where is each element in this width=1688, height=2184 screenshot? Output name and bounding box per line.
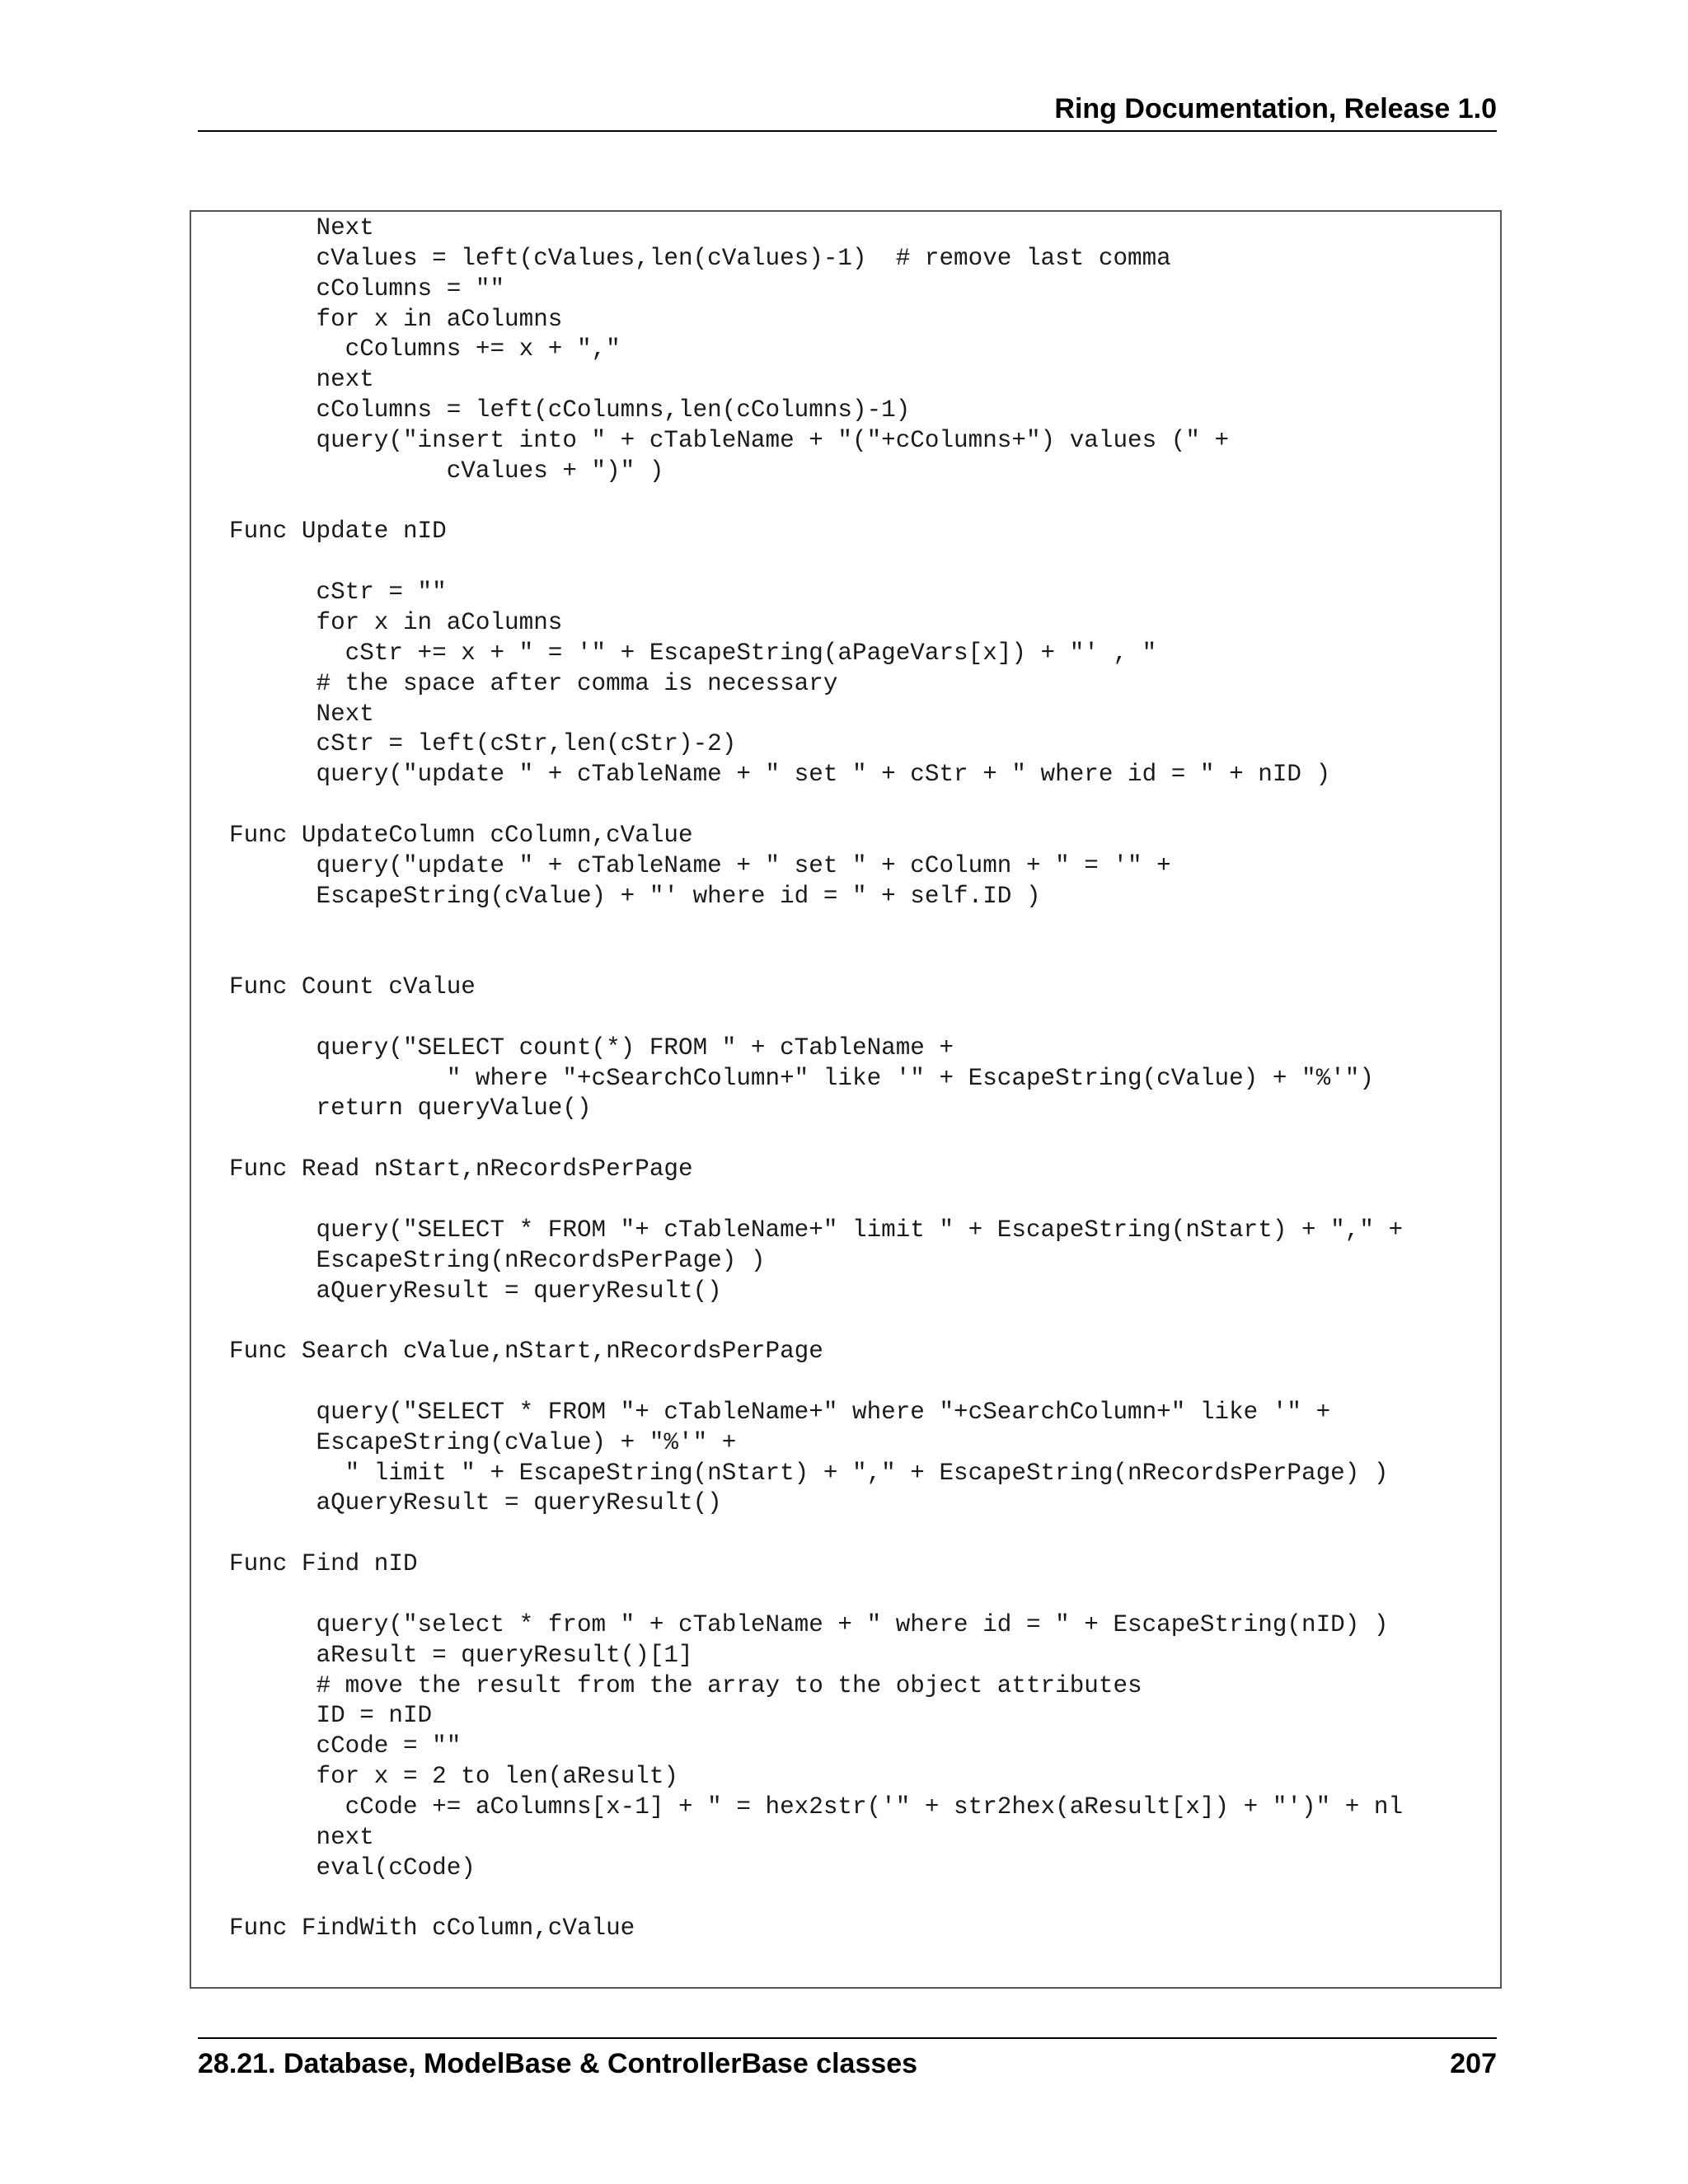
code-line: query("SELECT count(*) FROM " + cTableName +: [229, 1033, 954, 1062]
code-line: [229, 912, 1403, 942]
code-line: [229, 942, 1403, 972]
page-header: [198, 91, 1497, 132]
code-line: [229, 1580, 1403, 1610]
code-line: cStr = "": [229, 579, 447, 607]
code-line: [229, 547, 1403, 578]
code-line: aResult = queryResult()[1]: [229, 1641, 693, 1669]
code-line: # the space after comma is necessary: [229, 669, 838, 697]
code-line: for x in aColumns: [229, 305, 563, 333]
code-line: [229, 1519, 1403, 1549]
code-line: cStr = left(cStr,len(cStr)-2): [229, 730, 737, 758]
code-line: Func Update nID: [229, 518, 447, 546]
code-line: [229, 487, 1403, 518]
code-line: query("SELECT * FROM "+ cTableName+" where "+cSearchColumn+" like '" +: [229, 1398, 1331, 1426]
code-line: " limit " + EscapeString(nStart) + "," + EscapeString(nRecordsPerPage) ): [229, 1459, 1389, 1487]
code-line: Next: [229, 214, 374, 241]
page-number: 207: [1450, 2048, 1497, 2079]
code-line: cValues = left(cValues,len(cValues)-1) # remove last comma: [229, 244, 1171, 272]
code-line: [229, 1003, 1403, 1033]
code-line: [229, 1306, 1403, 1337]
code-line: Func Search cValue,nStart,nRecordsPerPage: [229, 1338, 823, 1366]
code-line: EscapeString(nRecordsPerPage) ): [229, 1246, 766, 1274]
code-line: [229, 1185, 1403, 1216]
code-line: EscapeString(cValue) + "%'" +: [229, 1428, 737, 1456]
code-line: Next: [229, 700, 374, 728]
code-line: cCode = "": [229, 1732, 462, 1760]
document-title: Ring Documentation, Release 1.0: [1054, 93, 1497, 124]
code-line: cCode += aColumns[x-1] + " = hex2str('" + str2hex(aResult[x]) + "')" + nl: [229, 1793, 1404, 1821]
code-line: cValues + ")" ): [229, 457, 664, 485]
code-line: [229, 1124, 1403, 1155]
code-line: query("select * from " + cTableName + " where id = " + EscapeString(nID) ): [229, 1610, 1389, 1638]
code-line: [229, 790, 1403, 821]
code-line: Func FindWith cColumn,cValue: [229, 1915, 635, 1943]
code-line: next: [229, 1823, 374, 1851]
code-block: [190, 210, 1502, 1989]
code-line: Func Read nStart,nRecordsPerPage: [229, 1155, 693, 1183]
code-line: for x in aColumns: [229, 608, 563, 636]
code-line: next: [229, 366, 374, 394]
page-footer: [198, 2037, 1497, 2079]
code-line: Func Count cValue: [229, 973, 476, 1001]
code-line: aQueryResult = queryResult(): [229, 1489, 722, 1517]
code-line: cColumns += x + ",": [229, 335, 621, 363]
code-line: query("update " + cTableName + " set " + cColumn + " = '" +: [229, 851, 1171, 879]
code-line: ID = nID: [229, 1702, 433, 1730]
code-line: Func Find nID: [229, 1550, 418, 1578]
code-listing: [229, 213, 1403, 1944]
code-line: " where "+cSearchColumn+" like '" + EscapeString(cValue) + "%'"): [229, 1064, 1374, 1092]
code-line: cStr += x + " = '" + EscapeString(aPageVars[x]) + "' , ": [229, 639, 1157, 667]
code-line: [229, 1883, 1403, 1914]
code-line: for x = 2 to len(aResult): [229, 1763, 679, 1791]
code-line: eval(cCode): [229, 1854, 476, 1882]
code-line: aQueryResult = queryResult(): [229, 1277, 722, 1305]
code-line: query("SELECT * FROM "+ cTableName+" limit " + EscapeString(nStart) + "," +: [229, 1216, 1404, 1244]
code-line: query("update " + cTableName + " set " + cStr + " where id = " + nID ): [229, 761, 1331, 789]
code-line: return queryValue(): [229, 1094, 592, 1122]
code-line: cColumns = left(cColumns,len(cColumns)-1): [229, 396, 911, 424]
section-title: 28.21. Database, ModelBase & ControllerBase classes: [198, 2048, 918, 2079]
code-line: Func UpdateColumn cColumn,cValue: [229, 821, 693, 849]
code-line: [229, 1367, 1403, 1398]
code-line: # move the result from the array to the object attributes: [229, 1671, 1142, 1699]
code-line: query("insert into " + cTableName + "("+cColumns+") values (" +: [229, 426, 1230, 454]
code-line: EscapeString(cValue) + "' where id = " + self.ID ): [229, 882, 1041, 910]
code-line: cColumns = "": [229, 274, 505, 302]
